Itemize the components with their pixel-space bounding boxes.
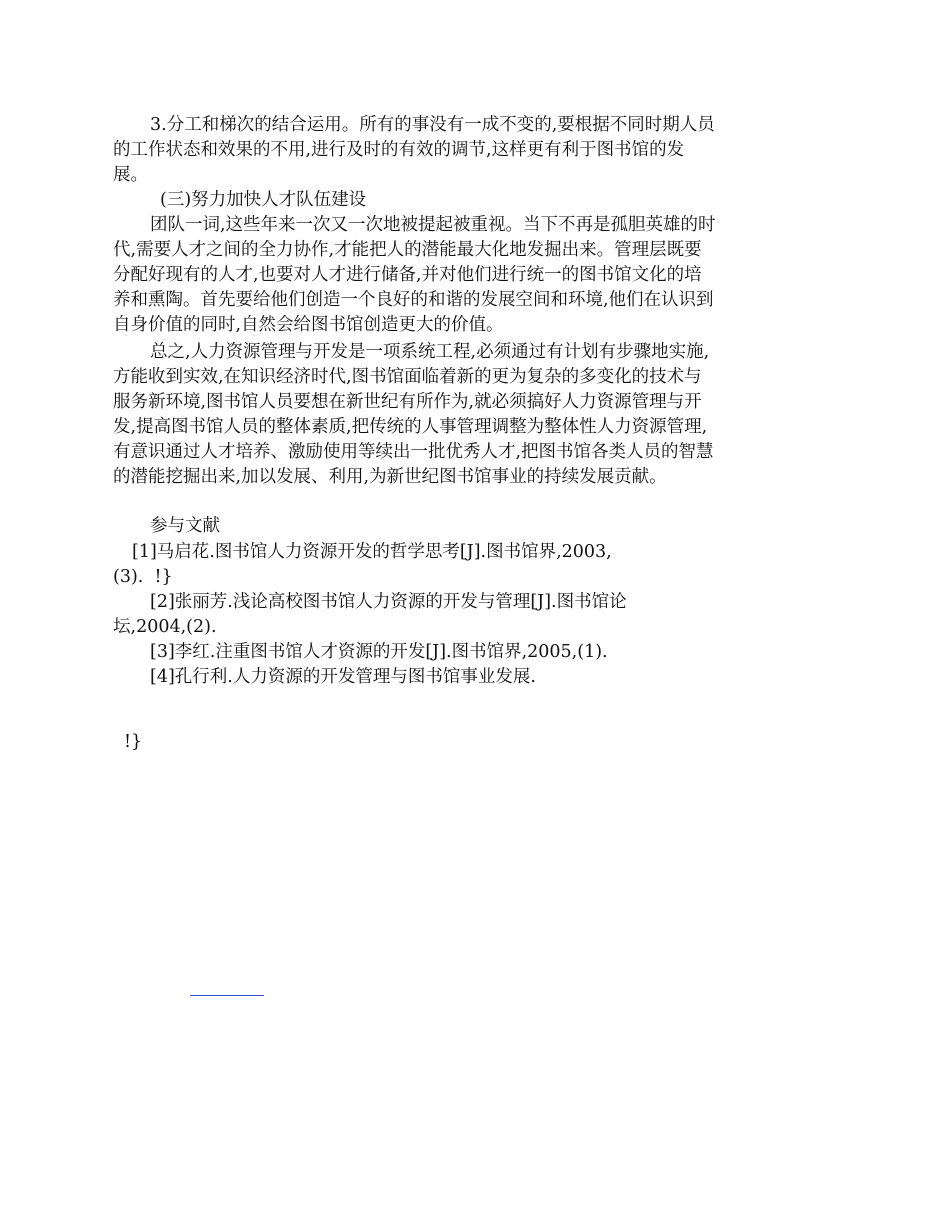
conclusion-paragraph-line-2: 方能收到实效,在知识经济时代,图书馆面临着新的更为复杂的多变化的技术与 [113,367,702,387]
conclusion-paragraph-line-6: 的潜能挖掘出来,加以发展、利用,为新世纪图书馆事业的持续发展贡献。 [113,467,667,487]
section-heading: (三)努力加快人才队伍建设 [160,190,367,210]
team-paragraph-line-2: 代,需要人才之间的全力协作,才能把人的潜能最大化地发掘出来。管理层既要 [113,240,702,260]
reference-1-line-1: [1]马启花.图书馆人力资源开发的哲学思考[J].图书馆界,2003, [132,542,612,562]
paragraph-3-line-2: 的工作状态和效果的不用,进行及时的有效的调节,这样更有利于图书馆的发 [113,140,685,160]
team-paragraph-line-5: 自身价值的同时,自然会给图书馆创造更大的价值。 [113,315,504,335]
team-paragraph-line-3: 分配好现有的人才,也要对人才进行储备,并对他们进行统一的图书馆文化的培 [113,265,702,285]
team-paragraph-line-1: 团队一词,这些年来一次又一次地被提起被重视。当下不再是孤胆英雄的时 [150,215,716,235]
conclusion-paragraph-line-5: 有意识通过人才培养、激励使用等续出一批优秀人才,把图书馆各类人员的智慧 [113,442,714,462]
paragraph-3-line-3: 展。 [113,165,148,185]
reference-3: [3]李红.注重图书馆人才资源的开发[J].图书馆界,2005,(1). [150,642,608,662]
reference-2-line-1: [2]张丽芳.浅论高校图书馆人力资源的开发与管理[J].图书馆论 [150,592,627,612]
conclusion-paragraph-line-3: 服务新环境,图书馆人员要想在新世纪有所作为,就必须搞好人力资源管理与开 [113,392,702,412]
footnote-separator [190,995,264,996]
reference-1-line-2: (3). !} [113,567,173,587]
references-heading: 参与文献 [150,516,220,536]
stray-mark: !} [124,732,143,752]
reference-4: [4]孔行利.人力资源的开发管理与图书馆事业发展. [150,667,536,687]
reference-2-line-2: 坛,2004,(2). [113,617,217,637]
conclusion-paragraph-line-4: 发,提高图书馆人员的整体素质,把传统的人事管理调整为整体性人力资源管理, [113,417,708,437]
paragraph-3-line-1: 3.分工和梯次的结合运用。所有的事没有一成不变的,要根据不同时期人员 [150,115,715,135]
conclusion-paragraph-line-1: 总之,人力资源管理与开发是一项系统工程,必须通过有计划有步骤地实施, [150,342,710,362]
team-paragraph-line-4: 养和熏陶。首先要给他们创造一个良好的和谐的发展空间和环境,他们在认识到 [113,290,714,310]
